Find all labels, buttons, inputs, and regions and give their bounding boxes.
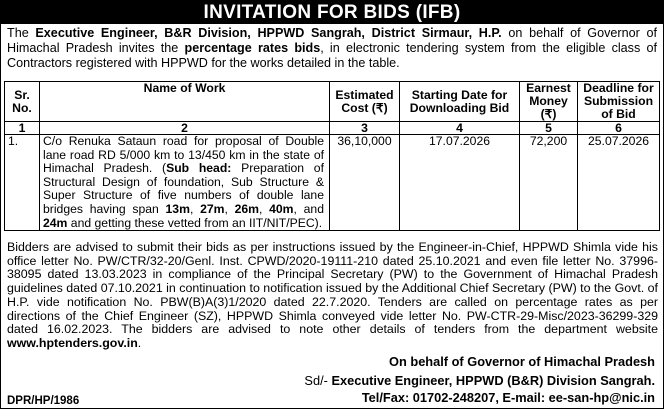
row-deadline: 25.07.2026 — [578, 135, 660, 231]
table-row — [5, 135, 660, 231]
bridge-span: 40m — [269, 201, 294, 216]
table-header-row — [5, 82, 660, 122]
issuing-authority: Executive Engineer, B&R Division, HPPWD Sangrah, District Sirmaur, H.P. — [35, 26, 502, 40]
intro-text-1: The — [7, 26, 36, 40]
column-number: 1 — [5, 122, 40, 135]
signatory-designation: Executive Engineer, HPPWD (B&R) Division Sangrah. — [331, 373, 655, 388]
row-starting-date: 17.07.2026 — [400, 135, 520, 231]
row-work-description — [40, 135, 330, 231]
header-deadline: Deadline for Submission of Bid — [578, 82, 660, 122]
row-earnest-money: 72,200 — [520, 135, 578, 231]
column-number-row — [5, 122, 660, 135]
column-number: 6 — [578, 122, 660, 135]
intro-text-2: on behalf of Governor of Himachal Pradesh invites the — [7, 26, 657, 55]
column-number: 3 — [330, 122, 400, 135]
column-number: 5 — [520, 122, 578, 135]
sub-head-label: Sub head: — [166, 161, 232, 176]
work-tail-text: and getting these vetted from an IIT/NIT/PEC). — [67, 215, 323, 230]
header-name-of-work: Name of Work — [40, 82, 330, 122]
intro-paragraph — [7, 26, 657, 71]
span-separator: , — [189, 201, 201, 216]
span-separator: , and — [293, 201, 324, 216]
instructions-paragraph — [7, 241, 658, 351]
column-number: 4 — [400, 122, 520, 135]
signatory-line — [304, 374, 655, 388]
column-number: 2 — [40, 122, 330, 135]
intro-text-3: , in electronic tendering system from the eligible class of Contractors registered with HPPWD for the works detailed in the table. — [7, 41, 657, 70]
instructions-text: Bidders are advised to submit their bids as per instructions issued by the Engineer-in-Chief, HPPWD Shimla vide his office letter No. PW/CTR/32-20/Genl. Inst. CPWD/2020-19111-210 dated 25.10.2021 and even file letter No. 37996-38095 dated 13.03.2023 in compliance of the Principal Secretary (PW) to the Government of Himachal Pradesh guidelines dated 07.10.2021 in continuation to notification issued by the Additional Chief Secretary (PW) to the Govt. of H.P. vide notification No. PBW(B)A(3)1/2020 dated 22.7.2020. Tenders are called on percentage rates as per directions of the Chief Engineer (SZ), HPPWD Shimla conveyed vide letter No. PW-CTR-29-Misc/2023-36299-329 dated 16.02.2023. The bidders are advised to note other details of tenders from the department website — [7, 240, 658, 337]
header-sr-no: Sr. No. — [5, 82, 40, 122]
work-sub-text: Preparation of Structural Design of foundation, Sub Structure & Super Structure of five numbers of double lane bridges having span — [43, 161, 324, 216]
span-separator: , — [224, 201, 235, 216]
row-estimated-cost: 36,10,000 — [330, 135, 400, 231]
bridge-span: 24m — [43, 215, 68, 230]
reference-code: DPR/HP/1986 — [7, 395, 80, 407]
work-main-text: C/o Renuka Sataun road for proposal of Double lane road RD 5/000 km to 13/450 km in the state of Himachal Pradesh. ( — [43, 134, 324, 176]
instructions-end: . — [137, 335, 142, 350]
bridge-span: 27m — [200, 201, 225, 216]
span-separator: , — [259, 201, 270, 216]
notice-title: INVITATION FOR BIDS (IFB) — [1, 1, 663, 24]
website-link[interactable]: www.hptenders.gov.in — [7, 335, 138, 350]
header-earnest-money: Earnest Money (₹) — [520, 82, 578, 122]
bridge-span: 13m — [165, 201, 190, 216]
header-starting-date: Starting Date for Downloading Bid — [400, 82, 520, 122]
on-behalf-line: On behalf of Governor of Himachal Pradesh — [389, 354, 655, 369]
signed-prefix: Sd/- — [304, 373, 332, 388]
works-table — [4, 81, 660, 231]
row-sr-no: 1. — [5, 135, 40, 231]
bid-type: percentage rates bids — [184, 41, 321, 55]
header-estimated-cost: Estimated Cost (₹) — [330, 82, 400, 122]
contact-line: Tel/Fax: 01702-248207, E-mail: ee-san-hp@nic.in — [361, 390, 655, 405]
bridge-span: 26m — [234, 201, 259, 216]
